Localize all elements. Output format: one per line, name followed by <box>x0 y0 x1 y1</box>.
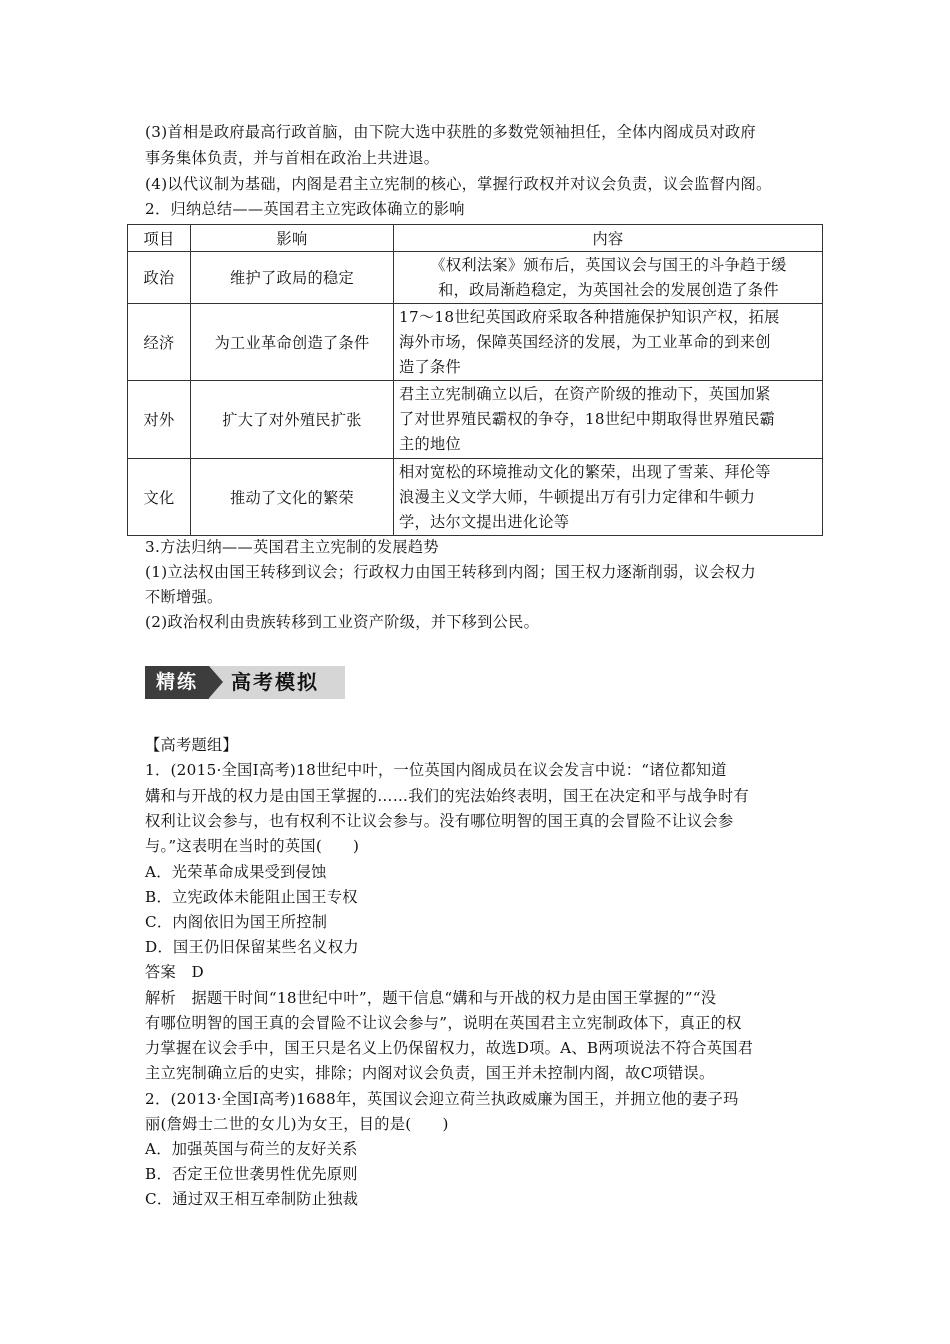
paragraph-line: (4)以代议制为基础，内阁是君主立宪制的核心，掌握行政权并对议会负责，议会监督内阁。 <box>145 175 772 193</box>
option-b: B．否定王位世袭男性优先原则 <box>145 1165 358 1183</box>
section-banner <box>145 666 345 699</box>
content-line: 君主立宪制确立以后，在资产阶级的推动下，英国加紧 <box>399 385 771 403</box>
banner-tag: 精练 <box>145 666 209 699</box>
table-row <box>128 381 823 459</box>
paragraph-line: 事务集体负责，并与首相在政治上共进退。 <box>145 149 440 167</box>
question-group-label: 【高考题组】 <box>145 736 238 754</box>
table-cell-item: 经济 <box>128 304 191 381</box>
table-row <box>128 459 823 536</box>
content-line: 浪漫主义文学大师，牛顿提出万有引力定律和牛顿力 <box>399 487 756 506</box>
option-a: A．加强英国与荷兰的友好关系 <box>145 1140 358 1158</box>
paragraph-line: (3)首相是政府最高行政首脑，由下院大选中获胜的多数党领袖担任，全体内阁成员对政府 <box>145 123 756 141</box>
column-header-item: 项目 <box>128 225 191 252</box>
question-line: 权利让议会参与，也有权利不让议会参与。没有哪位明智的国王真的会冒险不让议会参 <box>145 812 734 830</box>
content-line: 学，达尔文提出进化论等 <box>399 512 570 531</box>
table-cell-item: 文化 <box>128 459 191 536</box>
column-header-impact: 影响 <box>191 225 394 252</box>
table-row <box>128 252 823 304</box>
question-line: 丽(詹姆士二世的女儿)为女王，目的是( ) <box>145 1115 449 1133</box>
table-cell-content <box>394 459 823 536</box>
banner-title: 高考模拟 <box>231 670 319 694</box>
content-line: 海外市场，保障英国经济的发展，为工业革命的到来创 <box>399 332 771 351</box>
table-cell-content <box>394 381 823 459</box>
option-c: C．通过双王相互牵制防止独裁 <box>145 1190 359 1208</box>
option-a: A．光荣革命成果受到侵蚀 <box>145 863 327 881</box>
table-cell-content <box>394 304 823 381</box>
table-cell-item: 政治 <box>128 252 191 304</box>
question-line: 与。”这表明在当时的英国( ) <box>145 837 360 855</box>
explanation-line: 有哪位明智的国王真的会冒险不让议会参与”，说明在英国君主立宪制政体下，真正的权 <box>145 1014 742 1032</box>
explanation-line: 力掌握在议会手中，国王只是名义上仍保留权力，故选D项。A、B两项说法不符合英国君 <box>145 1039 754 1057</box>
section-heading: 3.方法归纳——英国君主立宪制的发展趋势 <box>145 538 439 556</box>
table-cell-impact: 为工业革命创造了条件 <box>191 304 394 381</box>
explanation-line: 主立宪制确立后的史实，排除；内阁对议会负责，国王并未控制内阁，故C项错误。 <box>145 1064 715 1082</box>
content-line: 《权利法案》颁布后，英国议会与国王的斗争趋于缓 <box>430 255 787 274</box>
banner-arrow-icon <box>209 666 223 698</box>
impact-table <box>127 224 823 536</box>
answer-line: 答案 D <box>145 963 204 981</box>
paragraph-line: (1)立法权由国王转移到议会；行政权力由国王转移到内阁；国王权力逐渐削弱，议会权力 <box>145 563 756 581</box>
column-header-content: 内容 <box>394 225 823 252</box>
table-cell-impact: 维护了政局的稳定 <box>191 252 394 304</box>
content-line: 了对世界殖民霸权的争夺，18世纪中期取得世界殖民霸 <box>399 410 776 428</box>
table-cell-impact: 扩大了对外殖民扩张 <box>191 381 394 459</box>
option-d: D．国王仍旧保留某些名义权力 <box>145 938 359 956</box>
content-line: 相对宽松的环境推动文化的繁荣，出现了雪莱、拜伦等 <box>399 462 771 481</box>
explanation-line: 解析 据题干时间“18世纪中叶”，题干信息“媾和与开战的权力是由国王掌握的”“没 <box>145 989 717 1007</box>
content-line: 17～18世纪英国政府采取各种措施保护知识产权，拓展 <box>399 307 780 326</box>
table-header-row <box>128 225 823 252</box>
question-line: 媾和与开战的权力是由国王掌握的……我们的宪法始终表明，国王在决定和平与战争时有 <box>145 787 750 805</box>
content-line: 主的地位 <box>399 435 461 453</box>
question-line: 2．(2013·全国Ⅰ高考)1688年，英国议会迎立荷兰执政威廉为国王，并拥立他的妻子玛 <box>145 1090 739 1108</box>
option-b: B．立宪政体未能阻止国王专权 <box>145 888 358 906</box>
table-cell-content <box>394 252 823 304</box>
question-line: 1．(2015·全国Ⅰ高考)18世纪中叶，一位英国内阁成员在议会发言中说：“诸位都知道 <box>145 761 727 779</box>
table-row <box>128 304 823 381</box>
paragraph-line: 不断增强。 <box>145 588 223 606</box>
table-cell-item: 对外 <box>128 381 191 459</box>
table-cell-impact: 推动了文化的繁荣 <box>191 459 394 536</box>
content-line: 和，政局渐趋稳定，为英国社会的发展创造了条件 <box>438 280 779 299</box>
paragraph-line: (2)政治权利由贵族转移到工业资产阶级，并下移到公民。 <box>145 613 540 631</box>
content-line: 造了条件 <box>399 357 461 376</box>
option-c: C．内阁依旧为国王所控制 <box>145 913 328 931</box>
section-heading: 2．归纳总结——英国君主立宪政体确立的影响 <box>145 200 465 218</box>
